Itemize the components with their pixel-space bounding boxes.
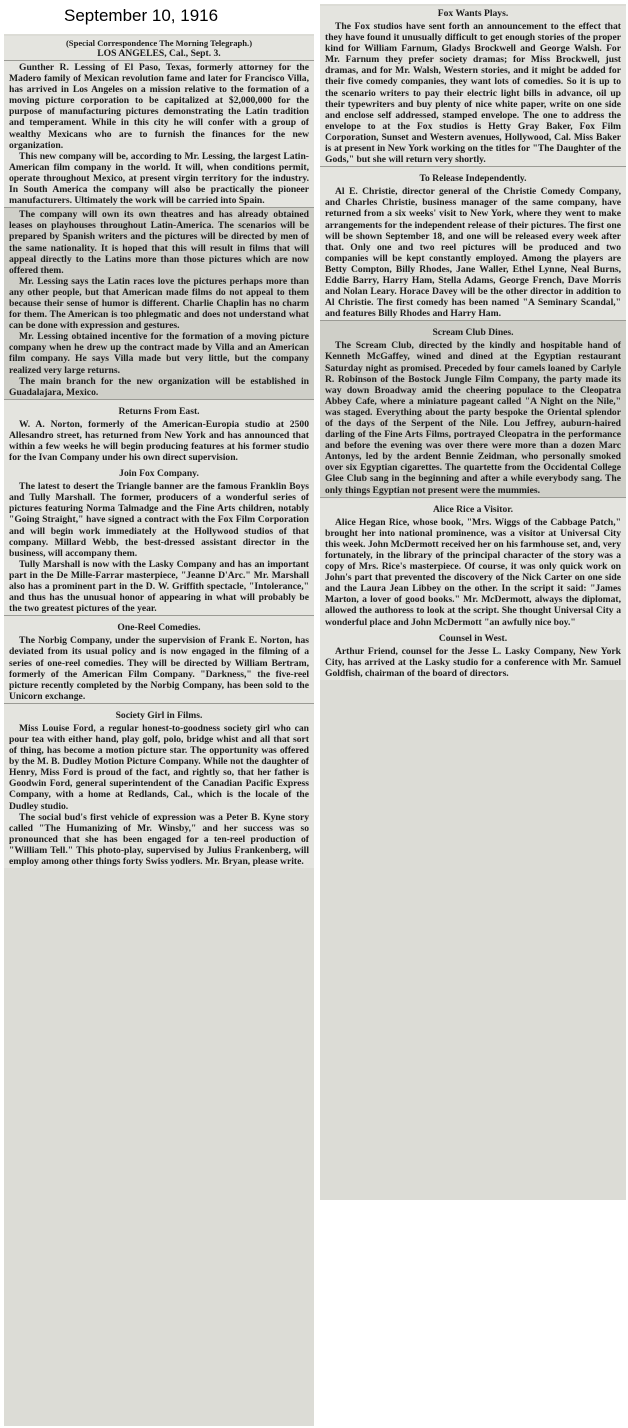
- article-paragraph: The Scream Club, directed by the kindly and hospitable hand of Kenneth McGaffey, wined and dined at the Egyptian restaurant Saturday night as promised. Preceded by four camels loaned by Carlyle R. Robinson of the Bostock Jungle Film Company, the party made its way down Broadway amid the cheering populace to the Cleopatra Abbey Cafe, where a miniature pageant called "A Night on the Nile," was staged. Everything about the party bespoke the Oriental splendor of the days of the Serpent of the Nile. Lou Jeffrey, auburn-haired darling of the Fine Arts Films, portrayed Cleopatra in the performance and before the evening was over there were more than a dozen Marc Antonys, led by the ardent Bennie Zeidman, who personally smoked over six Egyptian cigarettes. The quartette from the Occidental College Glee Club sang in the beginning and after a while everybody sang. The only things Egyptian not present were the mummies.: [325, 340, 621, 496]
- section-heading: Join Fox Company.: [119, 468, 199, 480]
- dateline-strip: [4, 36, 314, 60]
- section-heading: To Release Independently.: [419, 173, 527, 185]
- article-section-society: [4, 703, 314, 868]
- section-heading: Fox Wants Plays.: [437, 8, 509, 19]
- lead-strip: [4, 60, 314, 207]
- section-heading: Alice Rice a Visitor.: [432, 503, 514, 515]
- article-paragraph: Mr. Lessing obtained incentive for the formation of a moving picture company when he drew up the contract made by Villa and an American film company. He says Villa made but very little, but the company realized very large returns.: [9, 331, 309, 376]
- article-section-returns: [4, 399, 314, 616]
- section-heading: Scream Club Dines.: [432, 327, 514, 339]
- article-paragraph: Miss Louise Ford, a regular honest-to-goodness society girl who can pour tea with either hand, play golf, polo, bridge whist and all that sort of thing, has become a motion picture star. The opportunity was offered by the M. B. Dudley Motion Picture Company. While not the daughter of Henry, Miss Ford is proud of the fact, and rightly so, that her father is Goodwin Ford, general superintendent of the Canadian Pacific Express Company, with a home at Redlands, Cal., which is the locale of the Dudley studio.: [9, 722, 309, 812]
- article-paragraph: The latest to desert the Triangle banner are the famous Franklin Boys and Tully Marshall. The former, producers of a wonderful series of pictures featuring Norma Talmadge and the Fine Arts children, notably "Going Straight," have signed a contract with the Fox Film Corporation and will begin work immediately at the Hollywood studios of that company. Millard Webb, the best-dressed assistant director in the business, will accompany them.: [9, 481, 309, 559]
- section-heading: Society Girl in Films.: [115, 709, 203, 721]
- article-section-scream: [320, 320, 626, 496]
- lead-strip: [4, 207, 314, 399]
- article-paragraph: Tully Marshall is now with the Lasky Company and has an important part in the De Mille-Farrar masterpiece, "Jeanne D'Arc." Mr. Marshall also has a prominent part in the D. W. Griffith spectacle, "Intolerance," and thus has the unusual honor of appearing in what will probably be the two greatest pictures of the year.: [9, 558, 309, 615]
- article-section-release: [320, 166, 626, 320]
- article-paragraph: The Fox studios have sent forth an announcement to the effect that they have found it unusually difficult to get enough stories of the proper kind for William Farnum, Gladys Brockwell and George Walsh. For Mr. Farnum they prefer society dramas; for Miss Brockwell, just dramas, and for Mr. Walsh, Western stories, and it might be added for their five comedy companies, they want lots of comedies. So it is up to the scenario writers to pay their electric light bills in advance, oil up their typewriters and buy plenty of nice white paper, write on one side and enclose self addressed, stamped envelope. The one to address the envelope to at the Fox studios is Hetty Gray Baker, Fox Film Corporation, Sunset and Western avenues, Hollywood, Cal. Miss Baker is at present in New York working on the titles for "The Daughter of the Gods," but she will return very shortly.: [325, 21, 621, 166]
- article-paragraph: The company will own its own theatres and has already obtained leases on playhouses throughout Latin-America. The scenarios will be prepared by Spanish writers and the pictures will be directed by men of the same nationality. It is hoped that this will result in films that will appeal directly to the Latins more than those pictures which are now offered them.: [9, 209, 309, 276]
- article-paragraph: Alice Hegan Rice, whose book, "Mrs. Wiggs of the Cabbage Patch," brought her into national prominence, was a visitor at Universal City this week. John McDermott received her on his farmhouse set, and, very fortunately, in the library of the principal character of the story was a copy of Mrs. Rice's masterpiece. Of course, it was only quick work on John's part that prevented the discovery of the Nick Carter on one side and the Laura Jean Libbey on the other. In the script it said: "James Marton, a lover of good books." Mr. McDermott, always the diplomat, allowed the authoress to look at the script. She thought Universal City a wonderful place and John McDermott "an awfully nice boy.": [325, 516, 621, 628]
- section-heading: Returns From East.: [118, 405, 200, 417]
- left-clipping-column: [4, 34, 314, 1426]
- article-paragraph: The social bud's first vehicle of expression was a Peter B. Kyne story called "The Humanizing of Mr. Winsby," and her success was so pronounced that she has been engaged for a ten-reel production of "William Tell." This photo-play, supervised by Julius Frankenberg, will employ among other things forty Swiss yodlers. Mr. Bryan, please write.: [9, 811, 309, 867]
- article-section-alice: [320, 497, 626, 680]
- article-paragraph: The Norbig Company, under the supervision of Frank E. Norton, has deviated from its usual policy and is now engaged in the filming of a series of one-reel comedies. They will be directed by William Bertram, formerly of the American Film Company. "Darkness," the five-reel picture recently completed by the Norbig Company, has been sold to the Unicorn exchange.: [9, 635, 309, 702]
- right-clipping-column: [320, 4, 626, 1200]
- article-section-fox: [320, 6, 626, 166]
- article-paragraph: Al E. Christie, director general of the Christie Comedy Company, and Charles Christie, business manager of the same company, have returned from a six weeks' visit to New York, where they went to make arrangements for the independent release of their pictures. The first one will be shown September 18, and one will be released every week after that. Only one and two reel pictures will be produced and two companies will be kept constantly employed. Among the players are Betty Compton, Billy Rhodes, Jane Waller, Ethel Lynne, Neal Burns, Eddie Barry, Harry Ham, Stella Adams, George French, Dave Morris and Nolan Leary. Horace Davey will be the other director in addition to Al Christie. The first comedy has been named "A Seminary Scandal," and features Billy Rhodes and Harry Ham.: [325, 186, 621, 320]
- article-paragraph: This new company will be, according to Mr. Lessing, the largest Latin-American film company in the world. It will, when conditions permit, operate throughout Mexico, at present virgin territory for the industry. In South America the company will also be practically the pioneer manufacturers. Ultimately the work will be carried into Spain.: [9, 150, 309, 207]
- page-date: September 10, 1916: [64, 6, 219, 25]
- article-paragraph: W. A. Norton, formerly of the American-Europia studio at 2500 Allesandro street, has returned from New York and has announced that within a few weeks he will begin producing features at his former studio for the Ivan Company under his own direct supervision.: [9, 418, 309, 464]
- article-paragraph: Mr. Lessing says the Latin races love the pictures perhaps more than any other people, but that American made films do not appeal to them because their sense of humor is different. Charlie Chaplin has no charm for them. The American is too phlegmatic and does not understand what can be done with expression and gestures.: [9, 275, 309, 332]
- article-paragraph: The main branch for the new organization will be established in Guadalajara, Mexico.: [9, 375, 309, 398]
- dateline-city: LOS ANGELES, Cal., Sept. 3.: [97, 48, 221, 59]
- article-section-comedies: [4, 615, 314, 703]
- section-heading: One-Reel Comedies.: [117, 622, 201, 634]
- article-paragraph: Gunther R. Lessing of El Paso, Texas, formerly attorney for the Madero family of Mexican revolution fame and later for Francisco Villa, has arrived in Los Angeles on a mission relative to the formation of a moving picture corporation to be capitalized at $2,000,000 for the purpose of manufacturing pictures demonstrating the Latin tradition and temperament. While in this city he will confer with a group of wealthy Mexicans who are to furnish the finances for the new organization.: [9, 62, 309, 151]
- dateline: (Special Correspondence The Morning Telegraph.): [65, 38, 253, 48]
- article-paragraph: Arthur Friend, counsel for the Jesse L. Lasky Company, New York City, has arrived at the Lasky studio for a conference with Mr. Samuel Goldfish, chairman of the board of directors.: [325, 645, 621, 679]
- section-heading: Counsel in West.: [438, 632, 508, 644]
